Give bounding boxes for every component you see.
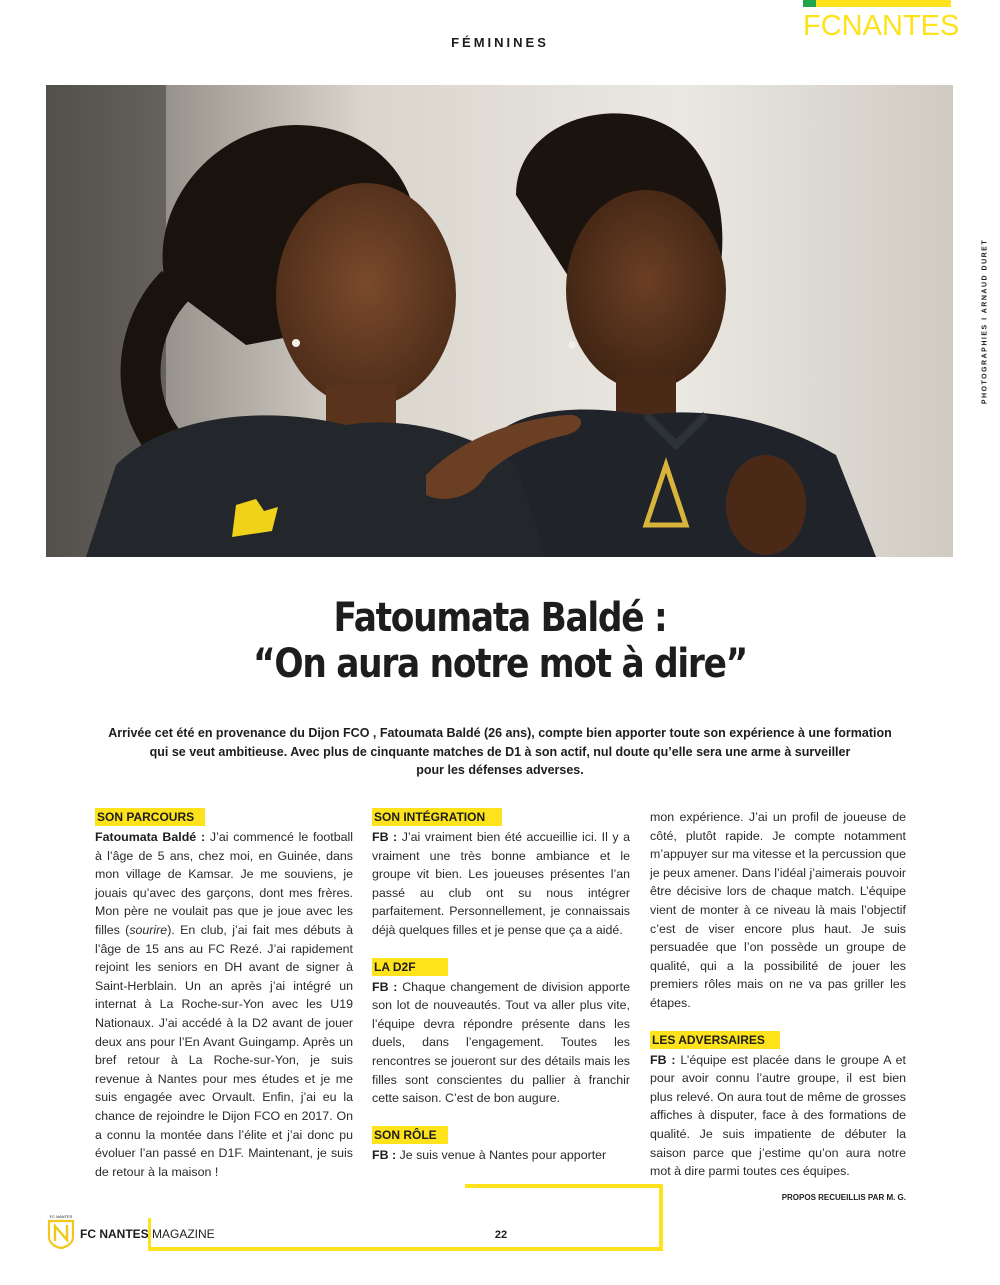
- page-number: 22: [494, 1229, 508, 1241]
- paragraph-role: FB : Je suis venue à Nantes pour apporter: [372, 1147, 607, 1162]
- paragraph-parcours: Fatoumata Baldé : J’ai commencé le football à l’âge de 5 ans, chez moi, en Guinée, dans mon village de Kamsar. Je me souviens, je jouais qu’avec des garçons, dont mes frères. Mon père ne voulait pas que je joue avec les filles (sourire). En club, j’ai fait mes débuts à l’âge de 15 ans au FC Rezé. J’ai rapidement rejoint les seniors en DH avant de signer à Saint-Herblain. Un an après j’ai intégré un internat à La Roche-sur-Yon avec les U19 Nationaux. J’ai accédé à la D2 avant de jouer deux ans pour l’En Avant Guingamp. Après un bref retour à La Roche-sur-Yon, je suis revenue à Nantes pour mes études et je me suis engagée avec Orvault. Enfin, j’ai eu la chance de rejoindre le Dijon FCO en 2017. On a connu la montée dans l’élite et j’ai donc pu évoluer l’an passé en D1F. Maintenant, je suis de retour à la maison !: [95, 830, 354, 1179]
- headline-line-2: “On aura notre mot à dire”: [253, 641, 747, 687]
- column-2: [372, 808, 630, 1164]
- column-3: [650, 808, 906, 1181]
- paragraph-role-continued: mon expérience. J’ai un profil de joueuse de côté, plutôt rapide. Je compte notamment m’appuyer sur ma vitesse et la percussion que je peux amener. Dans l’idéal j’aimerais pouvoir être décisive lors de chaque match. L’équipe vient de monter à ce niveau là mais l’objectif c’est de viser encore plus haut. Je suis persuadée que l’on possède un groupe de qualité, qui a la possibilité de jouer les premiers rôles mais on ne va pas griller les étapes.: [650, 810, 906, 1010]
- section-heading-role: SON RÔLE: [372, 1126, 448, 1144]
- fc-nantes-logo: [47, 1213, 75, 1249]
- intro-line: Arrivée cet été en provenance du Dijon FCO , Fatoumata Baldé (26 ans), compte bien apporter toute son expérience à une formation: [108, 726, 892, 740]
- section-heading-adversaires: LES ADVERSAIRES: [650, 1031, 780, 1049]
- hero-photo: [46, 85, 953, 557]
- intro-line: pour les défenses adverses.: [416, 763, 584, 778]
- byline: PROPOS RECUEILLIS PAR M. G.: [781, 1193, 906, 1202]
- section-label: FÉMININES: [451, 35, 549, 50]
- footer-frame-top: [465, 1184, 663, 1188]
- speaker-name: FB :: [372, 1147, 397, 1162]
- paragraph-adversaires: FB : L’équipe est placée dans le groupe A et pour avoir connu l’autre groupe, il est bien plus relevé. On aura tout de même de grosses affiches à disputer, face à des formations de qualité. Je suis impatiente de débuter la saison parce que j’estime qu’on aura notre mot à dire parmi toutes ces équipes.: [650, 1052, 906, 1179]
- logo-text: FC NANTES: [49, 1214, 73, 1219]
- photo-credit: PHOTOGRAPHIES I ARNAUD DURET: [981, 238, 989, 405]
- brand-color-bar: [803, 0, 951, 7]
- section-heading-parcours: SON PARCOURS: [95, 808, 205, 826]
- column-1: [95, 808, 353, 1181]
- intro-line: qui se veut ambitieuse. Avec plus de cinquante matches de D1 à son actif, nul doute qu’elle sera une arme à surveiller: [149, 744, 851, 759]
- paragraph-d2f: FB : Chaque changement de division apporte son lot de nouveautés. Tout va aller plus vite, l’équipe devra répondre présente dans les duels, dans l’engagement. Toutes les rencontres se joueront sur des détails mais les filles sont conscientes du pallier à franchir cette saison. C’est de bon augure.: [372, 979, 630, 1106]
- aside-text: sourire: [129, 922, 168, 937]
- paragraph-integration: FB : J’ai vraiment bien été accueillie ici. Il y a vraiment une très bonne ambiance et le groupe vit bien. Les joueuses présentes l’an passé au club ont su nous intégrer parfaitement. Personnellement, je connaissais déjà quelques filles et je pense que ça a aidé.: [372, 830, 630, 937]
- players-photo-illustration: [46, 85, 953, 557]
- speaker-name: Fatoumata Baldé :: [95, 830, 206, 844]
- article-headline: [70, 595, 930, 687]
- brand-wordmark: FCNANTES: [803, 10, 960, 42]
- footer-frame-bottom: [148, 1247, 663, 1251]
- footer-frame-right: [659, 1184, 663, 1251]
- headline-line-1: Fatoumata Baldé :: [333, 595, 667, 641]
- speaker-name: FB :: [372, 830, 398, 844]
- magazine-title: FC NANTES MAGAZINE: [80, 1227, 215, 1241]
- section-heading-integration: SON INTÉGRATION: [372, 808, 502, 826]
- brand-green-accent: [803, 0, 816, 7]
- speaker-name: FB :: [372, 979, 398, 994]
- section-heading-d2f: LA D2F: [372, 958, 448, 976]
- article-intro: [100, 724, 900, 780]
- speaker-name: FB :: [650, 1052, 676, 1067]
